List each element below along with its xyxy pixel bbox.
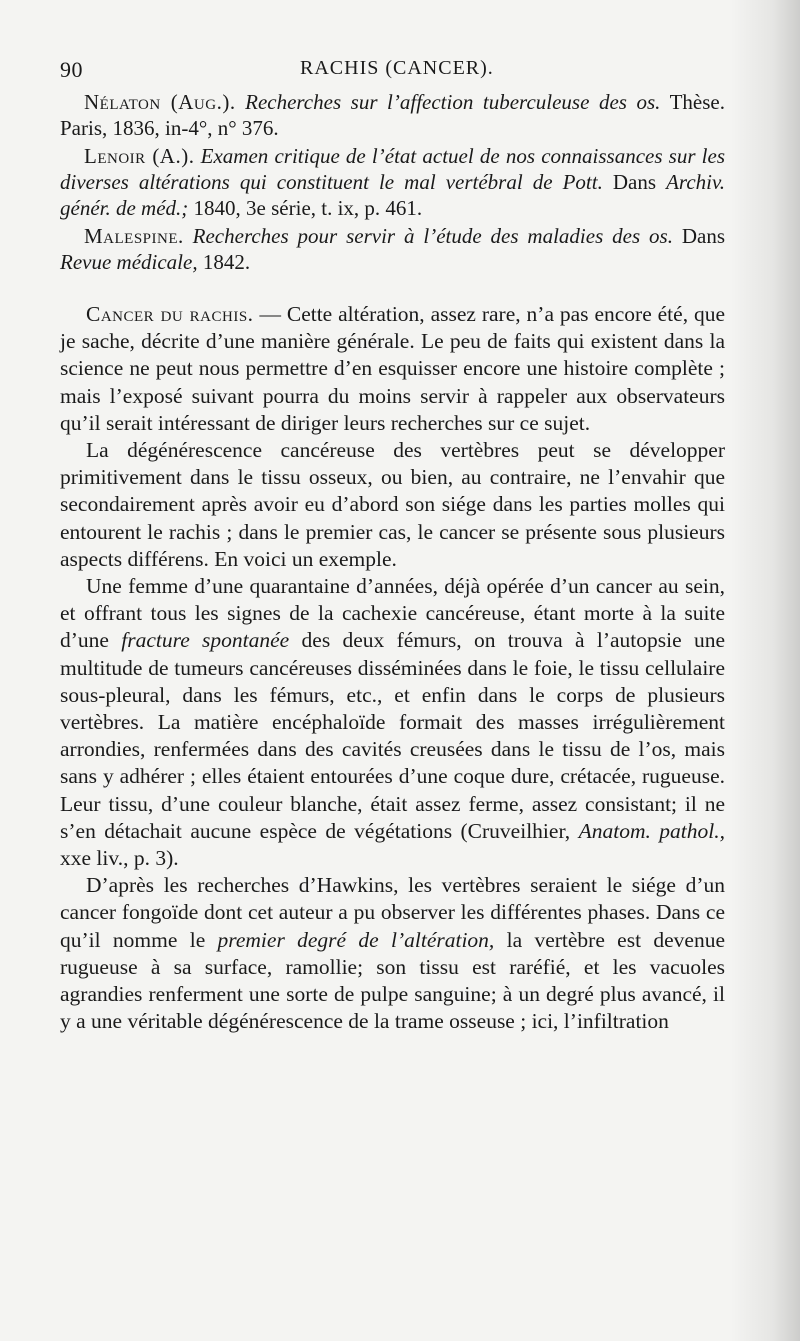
page-edge-shadow bbox=[730, 0, 800, 1341]
bib-details: 1840, 3e série, t. ix, p. 461. bbox=[193, 196, 423, 220]
running-title: RACHIS (CANCER). bbox=[300, 57, 494, 79]
paragraph-text: Une femme d’une quarantaine d’années, déjà opérée d’un cancer au sein, et offrant tous les signes de la cachexie cancéreuse, étant morte à la suite d’une bbox=[60, 574, 725, 653]
paragraph-text: la vertèbre est devenue rugueuse à sa surface, ramollie; son tissu est raréfié, et les vacuoles agrandies renferment une sorte de pulpe sanguine; à un degré plus avancé, il y a une véritable dégénérescence de la trame osseuse ; ici, l’infiltration bbox=[60, 927, 726, 1034]
bib-title: Recherches pour servir à l’étude des maladies des os. bbox=[192, 224, 673, 248]
bibliography-list bbox=[60, 89, 725, 275]
bib-author: Lenoir (A.). bbox=[84, 144, 195, 168]
section-cancer-du-rachis bbox=[60, 301, 725, 1035]
bib-author: Malespine. bbox=[84, 224, 184, 248]
section-heading: Cancer du rachis. bbox=[86, 302, 254, 326]
bib-details-prefix: Dans bbox=[681, 224, 726, 248]
bibliography-entry bbox=[60, 143, 725, 221]
bib-author: Nélaton (Aug.). bbox=[84, 90, 236, 114]
bib-details: Thèse. Paris, 1836, in-4°, n° 376. bbox=[60, 90, 725, 140]
bib-title: Recherches sur l’affection tuberculeuse des os. bbox=[245, 90, 661, 114]
bibliography-entry bbox=[60, 223, 725, 275]
paragraph-text: des deux fémurs, on trouva à l’autopsie une multitude de tumeurs cancéreuses disséminées dans le foie, le tissu cellulaire sous-pleural, dans les fémurs, etc., et enfin dans le corps de plusieurs vertèbres. La matière encéphaloïde formait des masses irrégulièrement arrondies, renfermées dans des cavités creusées dans le tissu de l’os, mais sans y adhérer ; elles étaient entourées d’une coque dure, crétacée, rugueuse. Leur tissu, d’une couleur blanche, était assez ferme, assez consistant; il ne s’en détachait aucune espèce de végétations (Cruveilhier, bbox=[60, 628, 725, 843]
bib-details-prefix: Dans bbox=[612, 170, 657, 194]
book-page bbox=[60, 55, 725, 1035]
paragraph-text: — Cette altération, assez rare, n’a pas encore été, que je sache, décrite d’une manière générale. Le peu de faits qui existent dans la science ne peut nous permettre d’en esquisser encore une histoire complète ; mais l’exposé suivant pourra du moins servir à rappeler aux observateurs qu’il serait intéressant de diriger leurs recherches sur ce sujet. bbox=[60, 302, 726, 435]
paragraph-text: xxe liv., p. 3). bbox=[60, 846, 179, 871]
bib-journal: Revue médicale, bbox=[60, 250, 198, 274]
running-head bbox=[60, 55, 725, 89]
bib-title: Examen critique de l’état actuel de nos connaissances sur les diverses altérations qui constituent le mal vertébral de Pott. bbox=[60, 144, 726, 194]
bib-journal: Archiv. génér. de méd.; bbox=[60, 170, 725, 220]
bib-details: 1842. bbox=[202, 250, 251, 274]
body-paragraph bbox=[60, 872, 725, 1035]
body-paragraph bbox=[60, 573, 725, 872]
body-paragraph bbox=[60, 437, 725, 573]
citation-text: Anatom. pathol., bbox=[578, 818, 726, 843]
emphasis-text: premier degré de l’altération, bbox=[217, 927, 495, 952]
paragraph-text: La dégénérescence cancéreuse des vertèbres peut se développer primitivement dans le tissu osseux, ou bien, au contraire, ne l’envahir que secondairement après avoir eu d’abord son siége dans les parties molles qui entourent le rachis ; dans le premier cas, le cancer se présente sous plusieurs aspects différens. En voici un exemple. bbox=[60, 438, 725, 571]
paragraph-text: D’après les recherches d’Hawkins, les vertèbres seraient le siége d’un cancer fongoïde dont cet auteur a pu observer les différentes phases. Dans ce qu’il nomme le bbox=[60, 873, 725, 952]
emphasis-text: fracture spontanée bbox=[121, 628, 290, 653]
bibliography-entry bbox=[60, 89, 725, 141]
page-number: 90 bbox=[60, 57, 83, 82]
body-paragraph bbox=[60, 301, 725, 437]
